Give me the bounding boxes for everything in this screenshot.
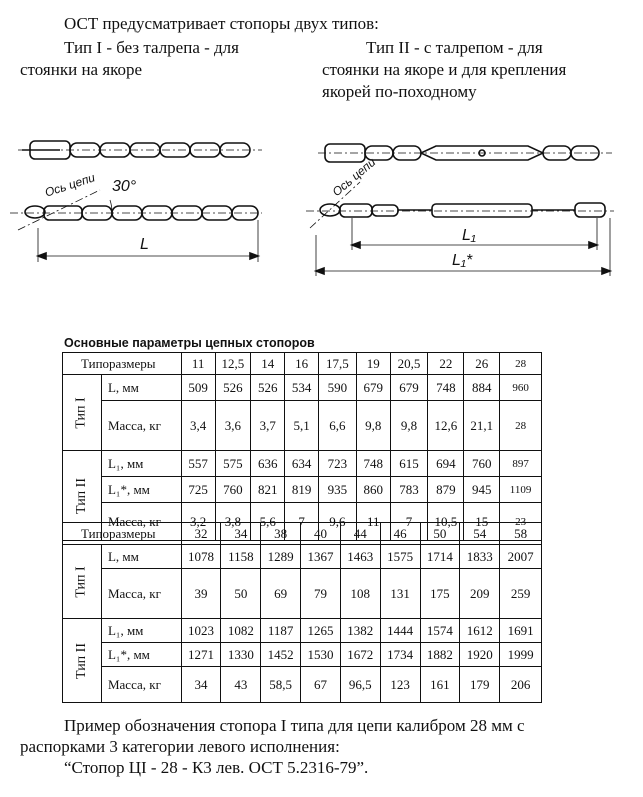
header-cell: Типоразмеры: [63, 523, 182, 545]
value-cell: 694: [428, 451, 464, 477]
value-cell: 1920: [460, 643, 500, 667]
value-cell: 725: [181, 477, 215, 503]
value-cell: 1463: [340, 545, 380, 569]
value-cell: 9,8: [390, 401, 428, 451]
row-label: L₁*, мм: [101, 477, 181, 503]
type1-label: Тип I: [73, 566, 89, 598]
value-cell: 1530: [301, 643, 341, 667]
label-L1star: L₁*: [452, 252, 473, 269]
value-cell: 39: [181, 569, 221, 619]
value-cell: 1575: [380, 545, 420, 569]
type1-line1: Тип I - без талрепа - для: [64, 38, 239, 57]
type1-chain-top-icon: [18, 141, 262, 159]
value-cell: 15: [464, 503, 500, 541]
value-cell: 634: [285, 451, 319, 477]
value-cell: 1271: [181, 643, 221, 667]
value-cell: 1078: [181, 545, 221, 569]
value-cell: 108: [340, 569, 380, 619]
value-cell: 3,6: [215, 401, 251, 451]
value-cell: 526: [215, 375, 251, 401]
value-cell: 67: [301, 667, 341, 703]
label-axis-right: Ось цепи: [329, 154, 379, 200]
value-cell: 5,6: [251, 503, 285, 541]
example-line1: Пример обозначения стопора I типа для цепи калибром 28 мм с: [64, 716, 525, 735]
type2-label: Тип II: [73, 477, 89, 515]
value-cell: 43: [221, 667, 261, 703]
table-row: [63, 667, 542, 703]
value-cell: 509: [181, 375, 215, 401]
value-cell: 28: [500, 401, 542, 451]
size-cell: 38: [261, 523, 301, 545]
value-cell: 884: [464, 375, 500, 401]
value-cell: 50: [221, 569, 261, 619]
value-cell: 590: [319, 375, 357, 401]
value-cell: 557: [181, 451, 215, 477]
value-cell: 679: [356, 375, 390, 401]
value-cell: 723: [319, 451, 357, 477]
type2-group-cell: [63, 619, 102, 703]
value-cell: 2007: [500, 545, 542, 569]
value-cell: 23: [500, 503, 542, 541]
size-cell: 54: [460, 523, 500, 545]
table-row: [63, 477, 542, 503]
size-cell: 14: [251, 353, 285, 375]
table-row: [63, 569, 542, 619]
size-cell: 11: [181, 353, 215, 375]
value-cell: 7: [390, 503, 428, 541]
value-cell: 21,1: [464, 401, 500, 451]
size-cell: 17,5: [319, 353, 357, 375]
value-cell: 69: [261, 569, 301, 619]
type1-line2: стоянки на якоре: [20, 60, 143, 79]
value-cell: 179: [460, 667, 500, 703]
type2-line3: якорей по-походному: [322, 82, 477, 101]
size-cell: 20,5: [390, 353, 428, 375]
value-cell: 206: [500, 667, 542, 703]
value-cell: 96,5: [340, 667, 380, 703]
value-cell: 760: [464, 451, 500, 477]
row-label: Масса, кг: [101, 569, 181, 619]
chain-stopper-drawings: [0, 0, 643, 330]
value-cell: 534: [285, 375, 319, 401]
value-cell: 79: [301, 569, 341, 619]
value-cell: 7: [285, 503, 319, 541]
intro-text: ОСТ предусматривает стопоры двух типов:: [64, 14, 379, 33]
table-caption: Основные параметры цепных стопоров: [64, 336, 315, 350]
value-cell: 5,1: [285, 401, 319, 451]
size-cell: 16: [285, 353, 319, 375]
value-cell: 3,8: [215, 503, 251, 541]
row-label: L, мм: [101, 545, 181, 569]
table-row: [63, 451, 542, 477]
size-cell: 44: [340, 523, 380, 545]
value-cell: 1158: [221, 545, 261, 569]
size-cell: 19: [356, 353, 390, 375]
type2-line2: стоянки на якоре и для крепления: [322, 60, 567, 79]
size-cell: 32: [181, 523, 221, 545]
value-cell: 1023: [181, 619, 221, 643]
size-cell: 34: [221, 523, 261, 545]
row-label: L₁*, мм: [101, 643, 181, 667]
table-row: [63, 375, 542, 401]
size-cell: 58: [500, 523, 542, 545]
example-line3: “Стопор ЦI - 28 - К3 лев. ОСТ 5.2316-79”.: [64, 758, 369, 777]
table-row: [63, 643, 542, 667]
row-label: L₁, мм: [101, 619, 181, 643]
table-row: [63, 401, 542, 451]
value-cell: 175: [420, 569, 460, 619]
value-cell: 259: [500, 569, 542, 619]
value-cell: 1714: [420, 545, 460, 569]
label-angle: 30°: [112, 178, 137, 195]
value-cell: 897: [500, 451, 542, 477]
value-cell: 748: [356, 451, 390, 477]
value-cell: 1999: [500, 643, 542, 667]
value-cell: 123: [380, 667, 420, 703]
value-cell: 1882: [420, 643, 460, 667]
table-row: [63, 353, 542, 375]
value-cell: 1082: [221, 619, 261, 643]
value-cell: 10,5: [428, 503, 464, 541]
table-row: [63, 545, 542, 569]
value-cell: 821: [251, 477, 285, 503]
value-cell: 679: [390, 375, 428, 401]
type1-group-cell: [63, 375, 102, 451]
value-cell: 3,7: [251, 401, 285, 451]
value-cell: 1444: [380, 619, 420, 643]
value-cell: 636: [251, 451, 285, 477]
value-cell: 9,6: [319, 503, 357, 541]
example-line2: распорками 3 категории левого исполнения:: [20, 737, 340, 756]
value-cell: 1574: [420, 619, 460, 643]
value-cell: 12,6: [428, 401, 464, 451]
value-cell: 1833: [460, 545, 500, 569]
value-cell: 760: [215, 477, 251, 503]
row-label: Масса, кг: [101, 667, 181, 703]
value-cell: 209: [460, 569, 500, 619]
size-cell: 40: [301, 523, 341, 545]
value-cell: 3,4: [181, 401, 215, 451]
value-cell: 575: [215, 451, 251, 477]
value-cell: 1265: [301, 619, 341, 643]
type1-group-cell: [63, 545, 102, 619]
size-cell: 50: [420, 523, 460, 545]
header-cell: Типоразмеры: [63, 353, 182, 375]
parameters-table-2: [62, 522, 542, 703]
type1-chain-bottom-icon: [10, 190, 262, 262]
size-cell: 26: [464, 353, 500, 375]
type2-line1: Тип II - с талрепом - для: [366, 38, 543, 57]
value-cell: 131: [380, 569, 420, 619]
value-cell: 960: [500, 375, 542, 401]
value-cell: 58,5: [261, 667, 301, 703]
value-cell: 1109: [500, 477, 542, 503]
value-cell: 1367: [301, 545, 341, 569]
value-cell: 615: [390, 451, 428, 477]
value-cell: 161: [420, 667, 460, 703]
value-cell: 819: [285, 477, 319, 503]
value-cell: 748: [428, 375, 464, 401]
size-cell: 22: [428, 353, 464, 375]
table-row: [63, 523, 542, 545]
value-cell: 34: [181, 667, 221, 703]
value-cell: 935: [319, 477, 357, 503]
value-cell: 783: [390, 477, 428, 503]
type1-label: Тип I: [73, 397, 89, 429]
row-label: L₁, мм: [101, 451, 181, 477]
value-cell: 1330: [221, 643, 261, 667]
size-cell: 46: [380, 523, 420, 545]
value-cell: 860: [356, 477, 390, 503]
row-label: L, мм: [101, 375, 181, 401]
value-cell: 879: [428, 477, 464, 503]
label-axis-left: Ось цепи: [43, 170, 97, 200]
label-L: L: [140, 236, 149, 253]
row-label: Масса, кг: [101, 503, 181, 541]
type2-label: Тип II: [73, 642, 89, 680]
size-cell: 28: [500, 353, 542, 375]
value-cell: 945: [464, 477, 500, 503]
value-cell: 6,6: [319, 401, 357, 451]
value-cell: 3,2: [181, 503, 215, 541]
label-L1: L₁: [462, 227, 476, 244]
value-cell: 1452: [261, 643, 301, 667]
size-cell: 12,5: [215, 353, 251, 375]
value-cell: 9,8: [356, 401, 390, 451]
value-cell: 1289: [261, 545, 301, 569]
value-cell: 1382: [340, 619, 380, 643]
parameters-table-1: [62, 352, 542, 541]
row-label: Масса, кг: [101, 401, 181, 451]
table-row: [63, 619, 542, 643]
value-cell: 1672: [340, 643, 380, 667]
value-cell: 526: [251, 375, 285, 401]
value-cell: 1691: [500, 619, 542, 643]
value-cell: 11: [356, 503, 390, 541]
value-cell: 1612: [460, 619, 500, 643]
value-cell: 1187: [261, 619, 301, 643]
value-cell: 1734: [380, 643, 420, 667]
